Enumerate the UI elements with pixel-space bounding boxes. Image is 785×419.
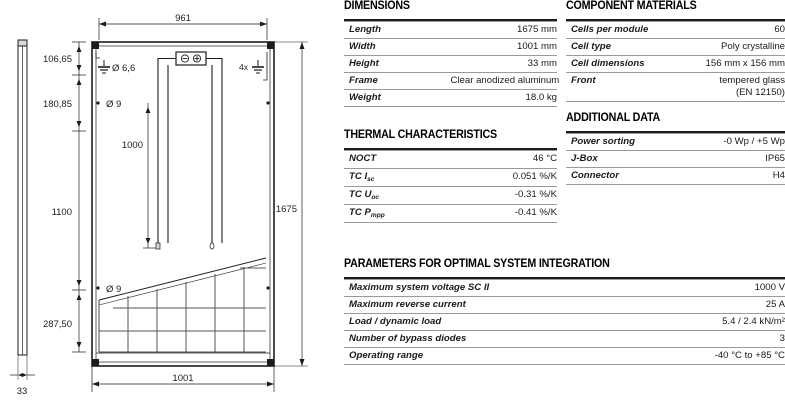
annotation-hole-large-2: Ø 9 — [106, 284, 122, 295]
row-key: Connector — [566, 168, 676, 185]
row-value: -0.31 %/K — [451, 187, 558, 205]
table-row — [566, 134, 785, 151]
row-value: 1001 mm — [451, 39, 558, 56]
table-row — [344, 90, 557, 107]
spec-column-left — [344, 0, 560, 223]
row-value: 33 mm — [451, 56, 558, 73]
row-value: Clear anodized aluminum — [451, 73, 558, 90]
row-key: TC $U_{oc}$ — [344, 187, 451, 205]
row-value: 156 mm x 156 mm — [676, 56, 785, 73]
row-value-second-line: (EN 12150) — [735, 87, 785, 98]
row-key: Operating range — [344, 348, 565, 365]
dim-label-side-thickness: 33 — [16, 386, 28, 397]
dim-label-left-4: 287,50 — [42, 319, 72, 330]
section-title-dimensions: DIMENSIONS — [344, 0, 410, 12]
row-key: Cell dimensions — [566, 56, 676, 73]
row-value: 3 — [565, 331, 785, 348]
dim-label-inner-vertical: 1000 — [121, 140, 143, 151]
table-component-materials — [566, 19, 785, 102]
table-row — [344, 56, 557, 73]
section-title-parameters: PARAMETERS FOR OPTIMAL SYSTEM INTEGRATION — [344, 258, 610, 270]
section-title-component-materials: COMPONENT MATERIALS — [566, 0, 697, 12]
row-key: Frame — [344, 73, 451, 90]
table-row — [566, 56, 785, 73]
row-key: Height — [344, 56, 451, 73]
table-row — [566, 151, 785, 168]
dim-label-left-1: 106,65 — [42, 54, 72, 65]
side-profile-view — [10, 40, 35, 380]
table-row — [344, 151, 557, 169]
row-key: Cell type — [566, 39, 676, 56]
row-value: -0 Wp / +5 Wp — [676, 134, 785, 151]
row-key: Maximum reverse current — [344, 297, 565, 314]
dim-label-top-width: 961 — [175, 13, 191, 24]
table-row — [344, 314, 785, 331]
dim-label-left-2: 180,85 — [42, 99, 72, 110]
row-key: Length — [344, 22, 451, 39]
row-value: -40 °C to +85 °C — [565, 348, 785, 365]
table-row — [344, 205, 557, 223]
row-value: tempered glass (EN 12150) — [676, 73, 785, 102]
row-value: 0.051 %/K — [451, 169, 558, 187]
junction-box — [176, 52, 206, 65]
row-value: 18.0 kg — [451, 90, 558, 107]
table-row — [344, 280, 785, 297]
row-value: 46 °C — [451, 151, 558, 169]
table-row — [344, 187, 557, 205]
table-row — [344, 348, 785, 365]
module-front-view — [92, 42, 274, 366]
annotation-ground-count: 4x — [239, 62, 248, 72]
row-value: 5.4 / 2.4 kN/m² — [565, 314, 785, 331]
section-title-thermal: THERMAL CHARACTERISTICS — [344, 129, 497, 141]
row-key: Maximum system voltage SC II — [344, 280, 565, 297]
dim-label-left-3: 1100 — [51, 207, 72, 218]
dim-left-stack — [72, 42, 86, 352]
row-value: -0.41 %/K — [451, 205, 558, 223]
table-dimensions — [344, 19, 560, 107]
row-value: 60 — [676, 22, 785, 39]
row-key: NOCT — [344, 151, 451, 169]
section-title-additional-data: ADDITIONAL DATA — [566, 112, 661, 124]
row-key: J-Box — [566, 151, 676, 168]
spec-column-right — [566, 0, 785, 185]
table-row — [566, 22, 785, 39]
row-key: Load / dynamic load — [344, 314, 565, 331]
row-value: Poly crystalline — [676, 39, 785, 56]
table-row — [566, 39, 785, 56]
table-row — [344, 39, 557, 56]
table-row — [344, 22, 557, 39]
table-parameters — [344, 277, 785, 365]
dim-label-right-height: 1675 — [275, 204, 297, 215]
row-value: 1000 V — [565, 280, 785, 297]
annotation-hole-large-1: Ø 9 — [106, 99, 122, 110]
row-key: TC $P_{mpp}$ — [344, 205, 451, 223]
dim-label-bottom-width: 1001 — [172, 373, 194, 384]
row-key: TC $I_{sc}$ — [344, 169, 451, 187]
row-value: 1675 mm — [451, 22, 558, 39]
spec-block-parameters — [344, 258, 785, 365]
row-value: IP65 — [676, 151, 785, 168]
row-key: Power sorting — [566, 134, 676, 151]
table-thermal — [344, 148, 557, 223]
annotation-hole-small: Ø 6,6 — [112, 63, 136, 74]
row-value: H4 — [676, 168, 785, 185]
row-key: Front — [566, 73, 676, 102]
table-row — [344, 331, 785, 348]
table-row — [344, 73, 557, 90]
module-drawing-svg — [0, 0, 340, 419]
table-additional-data — [566, 131, 785, 185]
table-row — [566, 73, 785, 102]
row-key: Cells per module — [566, 22, 676, 39]
specification-tables — [344, 0, 785, 419]
technical-drawing — [0, 0, 340, 419]
table-row — [344, 169, 557, 187]
row-key: Width — [344, 39, 451, 56]
row-key: Number of bypass diodes — [344, 331, 565, 348]
table-row — [566, 168, 785, 185]
row-key: Weight — [344, 90, 451, 107]
row-value: 25 A — [565, 297, 785, 314]
table-row — [344, 297, 785, 314]
